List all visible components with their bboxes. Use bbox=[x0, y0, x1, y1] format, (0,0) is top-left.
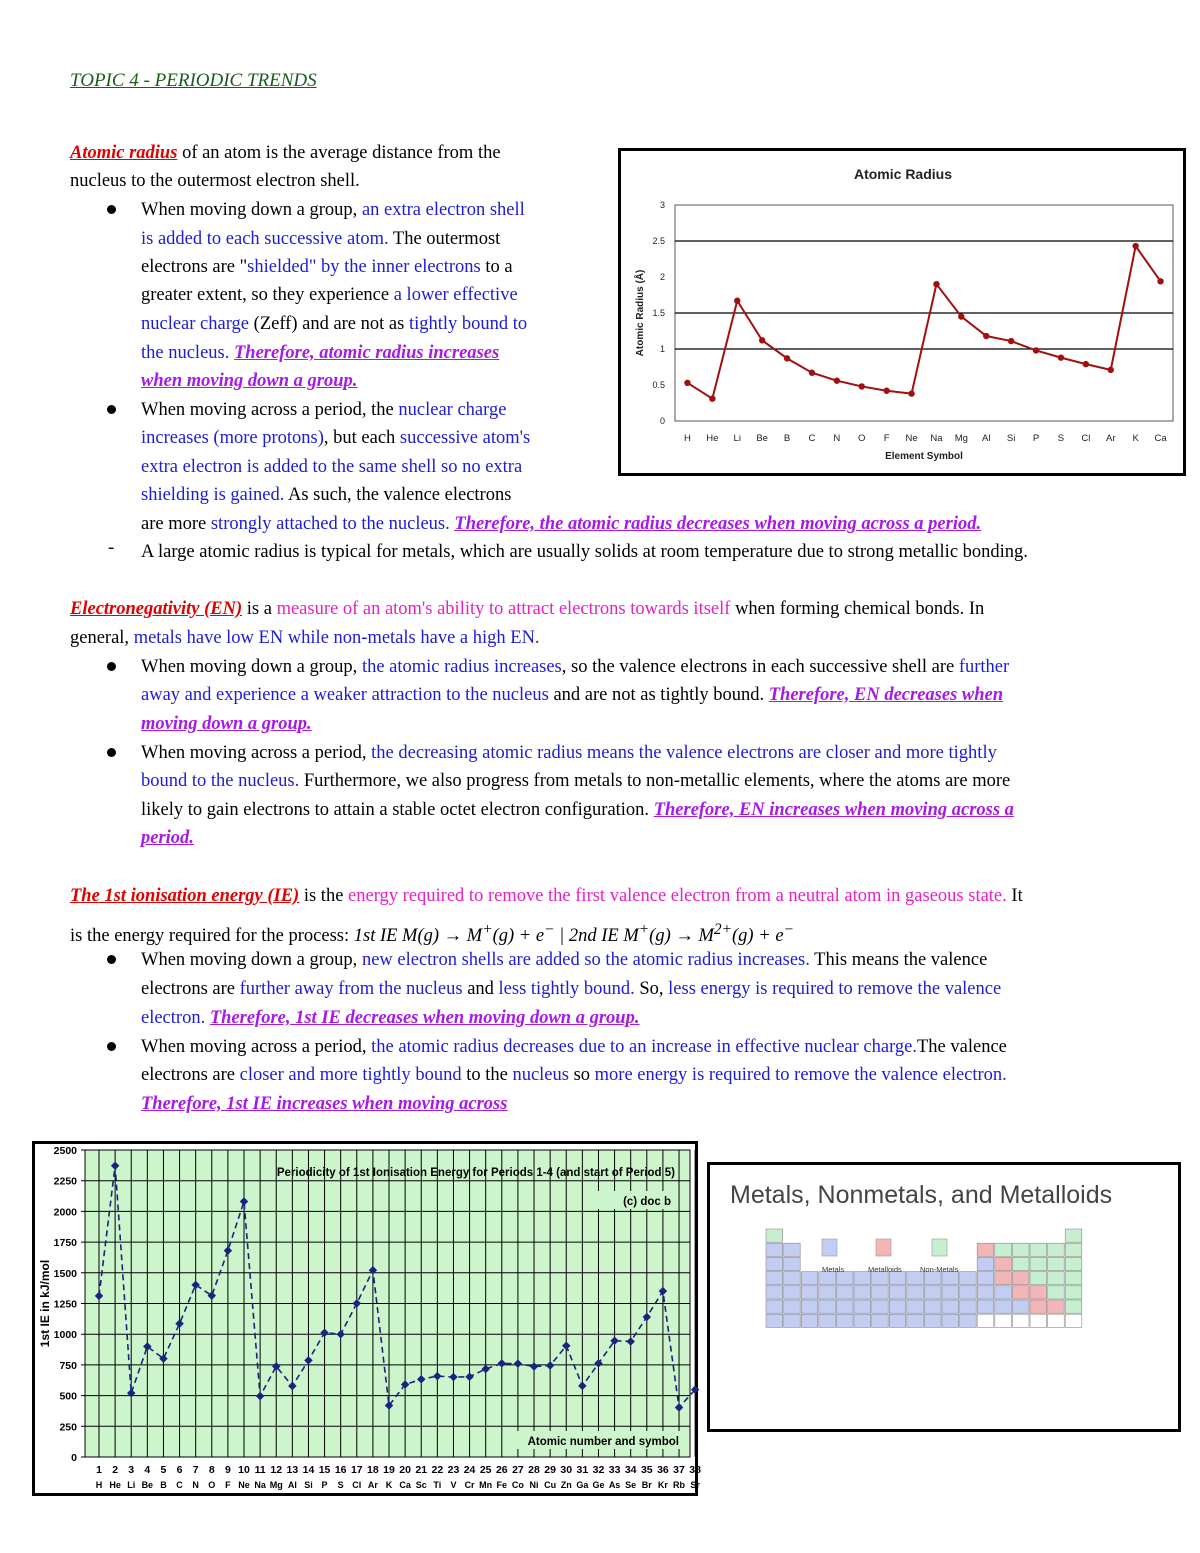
x-symbol-label: N bbox=[192, 1480, 199, 1490]
element-cell bbox=[801, 1300, 818, 1313]
x-tick-label: N bbox=[833, 433, 841, 444]
x-tick-label: K bbox=[1132, 433, 1139, 444]
x-tick-label: F bbox=[883, 433, 890, 444]
data-point bbox=[759, 337, 765, 343]
element-cell bbox=[784, 1272, 801, 1285]
chart-title: Periodicity of 1st Ionisation Energy for Periods 1-4 (and start of Period 5) bbox=[276, 1167, 675, 1179]
element-cell bbox=[1030, 1286, 1047, 1299]
element-cell bbox=[1012, 1243, 1029, 1256]
data-point bbox=[784, 355, 790, 361]
x-tick-label: 4 bbox=[144, 1464, 151, 1476]
x-symbol-label: Be bbox=[141, 1480, 154, 1490]
conclusion-line: Therefore, 1st IE increases when moving across bbox=[141, 1094, 508, 1114]
x-symbol-label: Br bbox=[641, 1480, 652, 1490]
element-cell bbox=[995, 1300, 1012, 1313]
paragraph-line: When moving across a period, the decreasing atomic radius means the valence electrons are closer and more tightly bbox=[141, 743, 997, 763]
x-tick-label: 29 bbox=[544, 1464, 556, 1476]
x-tick-label: C bbox=[808, 433, 816, 444]
x-tick-label: 11 bbox=[254, 1464, 266, 1476]
x-tick-label: 35 bbox=[640, 1464, 653, 1476]
element-cell bbox=[924, 1300, 941, 1313]
x-symbol-label: Cl bbox=[352, 1480, 362, 1490]
data-point bbox=[1033, 347, 1039, 353]
x-tick-label: 32 bbox=[592, 1464, 605, 1476]
x-tick-label: O bbox=[858, 433, 866, 444]
paragraph-line: greater extent, so they experience a lower effective bbox=[141, 285, 518, 305]
page-title: TOPIC 4 - PERIODIC TRENDS bbox=[70, 70, 317, 91]
x-tick-label: 34 bbox=[624, 1464, 637, 1476]
element-cell bbox=[784, 1314, 801, 1327]
data-point bbox=[684, 380, 690, 386]
element-cell bbox=[960, 1300, 977, 1313]
element-cell bbox=[977, 1300, 994, 1313]
x-tick-label: H bbox=[684, 433, 691, 444]
bullet-marker bbox=[107, 955, 116, 964]
element-cell bbox=[995, 1257, 1012, 1270]
y-tick-label: 750 bbox=[59, 1359, 77, 1372]
chart-note: (c) doc b bbox=[623, 1196, 671, 1208]
element-cell bbox=[907, 1286, 924, 1299]
paragraph-line: away and experience a weaker attraction to the nucleus and are not as tightly bound. Therefore, EN decreases when bbox=[141, 685, 1004, 705]
element-cell bbox=[1065, 1243, 1082, 1256]
element-cell bbox=[960, 1314, 977, 1327]
x-tick-label: Be bbox=[756, 433, 768, 444]
element-cell bbox=[854, 1300, 871, 1313]
term-electronegativity: Electronegativity (EN) bbox=[70, 599, 243, 619]
x-symbol-label: Ti bbox=[433, 1480, 442, 1490]
paragraph-line: general, metals have low EN while non-metals have a high EN. bbox=[70, 628, 540, 648]
x-tick-label: He bbox=[706, 433, 719, 444]
data-point bbox=[1083, 361, 1089, 367]
x-tick-label: 31 bbox=[576, 1464, 589, 1476]
element-cell bbox=[766, 1314, 783, 1327]
element-cell bbox=[977, 1286, 994, 1299]
element-cell bbox=[942, 1300, 959, 1313]
y-tick-label: 1 bbox=[659, 344, 665, 354]
x-symbol-label: B bbox=[160, 1480, 167, 1490]
periodic-table-image bbox=[710, 1165, 1178, 1429]
paragraph-line: the nucleus. Therefore, atomic radius increases bbox=[141, 343, 500, 363]
element-cell bbox=[766, 1300, 783, 1313]
y-tick-label: 1000 bbox=[53, 1329, 77, 1342]
x-symbol-label: Zn bbox=[560, 1480, 572, 1490]
element-cell bbox=[1030, 1272, 1047, 1285]
paragraph-line: nuclear charge (Zeff) and are not as tightly bound to bbox=[141, 314, 528, 334]
x-symbol-label: Si bbox=[304, 1480, 313, 1490]
x-symbol-label: V bbox=[450, 1480, 457, 1490]
element-cell bbox=[889, 1314, 906, 1327]
x-tick-label: 6 bbox=[176, 1464, 183, 1476]
x-tick-label: 36 bbox=[657, 1464, 669, 1476]
element-cell bbox=[1048, 1243, 1065, 1256]
x-tick-label: Al bbox=[982, 433, 991, 444]
y-axis-label: Atomic Radius (Å) bbox=[635, 269, 646, 357]
element-cell bbox=[942, 1314, 959, 1327]
chart-title: Atomic Radius bbox=[853, 166, 953, 182]
x-tick-label: Li bbox=[733, 433, 741, 444]
element-cell bbox=[1048, 1272, 1065, 1285]
y-tick-label: 1750 bbox=[53, 1237, 77, 1250]
x-tick-label: Cl bbox=[1081, 433, 1091, 444]
x-tick-label: 15 bbox=[318, 1464, 331, 1476]
ionisation-energy-chart-frame bbox=[32, 1141, 701, 1496]
element-cell bbox=[766, 1272, 783, 1285]
x-symbol-label: Cu bbox=[544, 1480, 557, 1490]
data-point bbox=[1008, 338, 1014, 344]
element-cell bbox=[1030, 1243, 1047, 1256]
element-cell bbox=[1030, 1257, 1047, 1270]
element-cell bbox=[784, 1243, 801, 1256]
y-axis-label: 1st IE in kJ/mol bbox=[38, 1259, 52, 1348]
element-cell bbox=[1030, 1300, 1047, 1313]
equation-first-ie: 1st IE M(g) → M+(g) + e− | 2nd IE $M^+(g) \to M^{2+}(g) + e^-$ bbox=[353, 921, 794, 947]
bullet-marker bbox=[107, 662, 116, 671]
x-symbol-label: Al bbox=[287, 1480, 297, 1490]
bullet-marker bbox=[107, 405, 116, 414]
x-tick-label: 23 bbox=[447, 1464, 460, 1476]
element-cell bbox=[907, 1300, 924, 1313]
x-symbol-label: Kr bbox=[657, 1480, 668, 1490]
data-point bbox=[709, 395, 715, 401]
x-symbol-label: Ga bbox=[576, 1480, 589, 1490]
x-tick-label: 8 bbox=[208, 1464, 215, 1476]
x-tick-label: 27 bbox=[512, 1464, 524, 1476]
element-cell bbox=[1012, 1257, 1029, 1270]
x-tick-label: B bbox=[783, 433, 791, 444]
bullet-marker bbox=[107, 205, 116, 214]
element-cell bbox=[819, 1314, 836, 1327]
conclusion-line: period. bbox=[141, 828, 194, 848]
element-cell bbox=[1012, 1272, 1029, 1285]
x-tick-label: 9 bbox=[224, 1464, 231, 1476]
x-tick-label: 30 bbox=[560, 1464, 573, 1476]
x-symbol-label: H bbox=[95, 1480, 103, 1490]
x-symbol-label: As bbox=[608, 1480, 621, 1490]
x-symbol-label: Sc bbox=[415, 1480, 427, 1490]
element-cell bbox=[942, 1286, 959, 1299]
element-cell bbox=[836, 1286, 853, 1299]
element-cell bbox=[836, 1300, 853, 1313]
element-cell bbox=[766, 1243, 783, 1256]
data-point bbox=[883, 388, 889, 394]
element-cell bbox=[872, 1300, 889, 1313]
x-tick-label: 7 bbox=[192, 1464, 199, 1476]
paragraph-line: likely to gain electrons to attain a stable octet electron configuration. Therefore, EN increases when moving across a bbox=[141, 800, 1014, 820]
dash-marker: - bbox=[108, 538, 115, 558]
x-tick-label: 13 bbox=[286, 1464, 299, 1476]
element-cell bbox=[784, 1257, 801, 1270]
paragraph-line: extra electron is added to the same shell so no extra bbox=[141, 457, 523, 477]
x-symbol-label: Rb bbox=[673, 1480, 686, 1490]
element-cell bbox=[819, 1300, 836, 1313]
x-tick-label: 3 bbox=[128, 1464, 135, 1476]
x-tick-label: 24 bbox=[463, 1464, 476, 1476]
element-cell bbox=[801, 1314, 818, 1327]
bullet-marker bbox=[107, 748, 116, 757]
x-tick-label: 2 bbox=[112, 1464, 119, 1476]
x-symbol-label: K bbox=[385, 1480, 393, 1490]
ionisation-equation-line: is the energy required for the process: 1st IE M(g) → M+(g) + e− | 2nd IE $M^+(g) \to M^{2+}(g) + e^-$ bbox=[70, 921, 794, 947]
x-tick-label: 33 bbox=[608, 1464, 621, 1476]
data-point bbox=[809, 370, 815, 376]
element-cell bbox=[819, 1286, 836, 1299]
x-tick-label: Ne bbox=[905, 433, 918, 444]
data-point bbox=[1108, 367, 1114, 373]
x-symbol-label: S bbox=[337, 1480, 344, 1490]
data-point bbox=[834, 377, 840, 383]
element-cell bbox=[1065, 1300, 1082, 1313]
element-cell bbox=[1012, 1300, 1029, 1313]
data-point bbox=[1058, 354, 1064, 360]
series-line bbox=[687, 246, 1160, 399]
y-tick-label: 2000 bbox=[53, 1206, 77, 1219]
element-cell bbox=[995, 1243, 1012, 1256]
element-cell bbox=[889, 1300, 906, 1313]
element-cell bbox=[977, 1272, 994, 1285]
x-tick-label: 17 bbox=[350, 1464, 363, 1476]
element-cell bbox=[784, 1286, 801, 1299]
data-point bbox=[734, 298, 740, 304]
ionisation-energy-chart bbox=[35, 1144, 701, 1493]
paragraph-line: electrons are closer and more tightly bound to the nucleus so more energy is required to remove the valence electron. bbox=[141, 1065, 1007, 1085]
element-cell bbox=[977, 1314, 994, 1327]
y-tick-label: 2 bbox=[659, 272, 665, 282]
paragraph-line: When moving down a group, the atomic radius increases, so the valence electrons in each successive shell are further bbox=[141, 657, 1010, 677]
atomic-radius-chart-frame bbox=[618, 148, 1186, 476]
data-point bbox=[908, 390, 914, 396]
x-tick-label: Ca bbox=[1154, 433, 1167, 444]
element-cell bbox=[854, 1314, 871, 1327]
data-point bbox=[933, 281, 939, 287]
element-cell bbox=[872, 1314, 889, 1327]
legend-label-metals: Metals bbox=[822, 1265, 845, 1274]
element-cell bbox=[889, 1286, 906, 1299]
x-tick-label: 28 bbox=[528, 1464, 540, 1476]
paragraph-line: When moving across a period, the nuclear charge bbox=[141, 400, 507, 420]
element-cell bbox=[766, 1257, 783, 1270]
element-cell bbox=[854, 1286, 871, 1299]
y-tick-label: 1.5 bbox=[652, 308, 665, 318]
data-point bbox=[1157, 278, 1163, 284]
y-tick-label: 1500 bbox=[53, 1267, 77, 1280]
bullet-marker bbox=[107, 1042, 116, 1051]
x-tick-label: 25 bbox=[479, 1464, 492, 1476]
y-tick-label: 3 bbox=[659, 200, 665, 210]
x-symbol-label: P bbox=[321, 1480, 328, 1490]
element-cell bbox=[995, 1286, 1012, 1299]
metals-nonmetals-image-frame bbox=[707, 1162, 1181, 1432]
element-cell bbox=[995, 1314, 1012, 1327]
element-cell bbox=[907, 1314, 924, 1327]
x-symbol-label: Cr bbox=[464, 1480, 475, 1490]
data-point bbox=[983, 333, 989, 339]
paragraph-line: When moving across a period, the atomic radius decreases due to an increase in effective nuclear charge.The valence bbox=[141, 1037, 1007, 1057]
element-cell bbox=[766, 1286, 783, 1299]
x-tick-label: 12 bbox=[270, 1464, 283, 1476]
element-cell bbox=[1048, 1257, 1065, 1270]
x-symbol-label: Mn bbox=[479, 1480, 493, 1490]
x-symbol-label: Se bbox=[625, 1480, 637, 1490]
x-symbol-label: Mg bbox=[269, 1480, 283, 1490]
element-cell bbox=[1012, 1286, 1029, 1299]
x-tick-label: Mg bbox=[954, 433, 968, 444]
paragraph-line: electrons are further away from the nucleus and less tightly bound. So, less energy is required to remove the valence bbox=[141, 979, 1002, 999]
x-tick-label: 21 bbox=[415, 1464, 428, 1476]
x-tick-label: 37 bbox=[673, 1464, 685, 1476]
x-tick-label: 1 bbox=[96, 1464, 102, 1476]
data-point bbox=[958, 313, 964, 319]
paragraph-line: When moving down a group, new electron shells are added so the atomic radius increases. This means the valence bbox=[141, 950, 988, 970]
element-cell bbox=[1048, 1286, 1065, 1299]
paragraph-line: A large atomic radius is typical for metals, which are usually solids at room temperature due to strong metallic bonding. bbox=[141, 542, 1028, 562]
paragraph-line: are more strongly attached to the nucleus. Therefore, the atomic radius decreases when moving across a period. bbox=[141, 514, 982, 534]
y-tick-label: 2.5 bbox=[652, 236, 665, 246]
element-cell bbox=[1065, 1229, 1082, 1242]
x-symbol-label: Fe bbox=[496, 1480, 508, 1490]
x-tick-label: S bbox=[1057, 433, 1065, 444]
y-tick-label: 2500 bbox=[53, 1145, 77, 1157]
element-cell bbox=[1012, 1314, 1029, 1327]
element-cell bbox=[1048, 1300, 1065, 1313]
legend-label-metalloids: Metalloids bbox=[868, 1265, 902, 1274]
atomic-radius-intro-line1: Atomic radius of an atom is the average distance from the bbox=[70, 143, 501, 163]
element-cell bbox=[924, 1314, 941, 1327]
data-point bbox=[1132, 243, 1138, 249]
element-cell bbox=[784, 1300, 801, 1313]
x-symbol-label: Na bbox=[254, 1480, 266, 1490]
data-point bbox=[859, 383, 865, 389]
x-tick-label: 5 bbox=[160, 1464, 167, 1476]
y-tick-label: 0 bbox=[659, 416, 665, 426]
element-cell bbox=[1048, 1314, 1065, 1327]
y-tick-label: 0 bbox=[71, 1452, 77, 1464]
paragraph-line: When moving down a group, an extra electron shell bbox=[141, 200, 525, 220]
element-cell bbox=[924, 1286, 941, 1299]
x-symbol-label: Ca bbox=[399, 1480, 411, 1490]
element-cell bbox=[766, 1229, 783, 1242]
x-tick-label: 14 bbox=[302, 1464, 315, 1476]
atomic-radius-intro-line2: nucleus to the outermost electron shell. bbox=[70, 171, 360, 191]
element-cell bbox=[801, 1286, 818, 1299]
x-axis-label: Element Symbol bbox=[885, 451, 963, 462]
x-symbol-label: Ge bbox=[592, 1480, 605, 1490]
y-tick-label: 250 bbox=[59, 1421, 77, 1434]
paragraph-line: electrons are "shielded" by the inner electrons to a bbox=[141, 257, 513, 277]
legend-label-nonmetals: Non-Metals bbox=[920, 1265, 959, 1274]
paragraph-line: The 1st ionisation energy (IE) is the energy required to remove the first valence electron from a neutral atom in gaseous state. It bbox=[70, 886, 1023, 906]
element-cell bbox=[801, 1272, 818, 1285]
y-tick-label: 1250 bbox=[53, 1298, 77, 1311]
paragraph-line: electron. Therefore, 1st IE decreases when moving down a group. bbox=[141, 1008, 640, 1028]
paragraph-line: is added to each successive atom. The outermost bbox=[141, 229, 501, 249]
x-symbol-label: Co bbox=[511, 1480, 524, 1490]
element-cell bbox=[1065, 1272, 1082, 1285]
y-tick-label: 2250 bbox=[53, 1175, 77, 1188]
element-cell bbox=[977, 1243, 994, 1256]
legend-swatch-metalloids bbox=[876, 1239, 891, 1256]
x-tick-label: 20 bbox=[399, 1464, 411, 1476]
atomic-radius-chart bbox=[621, 151, 1183, 473]
conclusion-line: moving down a group. bbox=[141, 714, 312, 734]
x-tick-label: 26 bbox=[495, 1464, 508, 1476]
x-tick-label: 38 bbox=[689, 1464, 701, 1476]
y-tick-label: 0.5 bbox=[652, 380, 665, 390]
element-cell bbox=[960, 1272, 977, 1285]
x-tick-label: 22 bbox=[431, 1464, 444, 1476]
x-symbol-label: Sr bbox=[690, 1480, 700, 1490]
x-symbol-label: Ni bbox=[529, 1480, 539, 1490]
x-tick-label: P bbox=[1032, 433, 1040, 444]
element-cell bbox=[1065, 1257, 1082, 1270]
paragraph-line: bound to the nucleus. Furthermore, we also progress from metals to non-metallic elements, where the atoms are more bbox=[141, 771, 1011, 791]
x-tick-label: Ar bbox=[1106, 433, 1116, 444]
x-tick-label: 19 bbox=[383, 1464, 395, 1476]
x-symbol-label: He bbox=[109, 1480, 121, 1490]
element-cell bbox=[995, 1272, 1012, 1285]
x-tick-label: 10 bbox=[238, 1464, 250, 1476]
paragraph-line: shielding is gained. As such, the valence electrons bbox=[141, 485, 512, 505]
x-symbol-label: Ar bbox=[367, 1480, 378, 1490]
paragraph-line: Electronegativity (EN) is a measure of an atom's ability to attract electrons towards itself when forming chemical bonds. In bbox=[70, 599, 985, 619]
x-symbol-label: C bbox=[176, 1480, 183, 1490]
legend-swatch-metals bbox=[822, 1239, 837, 1256]
conclusion-line: when moving down a group. bbox=[141, 371, 358, 391]
y-tick-label: 500 bbox=[59, 1390, 77, 1403]
x-tick-label: Si bbox=[1006, 433, 1016, 444]
term-atomic-radius: Atomic radius bbox=[70, 143, 178, 163]
element-cell bbox=[1065, 1314, 1082, 1327]
chart-annotation: Atomic number and symbol bbox=[527, 1436, 679, 1448]
paragraph-line: increases (more protons), but each successive atom's bbox=[141, 428, 531, 448]
x-symbol-label: Ne bbox=[238, 1480, 250, 1490]
x-tick-label: 16 bbox=[334, 1464, 347, 1476]
element-cell bbox=[836, 1314, 853, 1327]
x-symbol-label: O bbox=[208, 1480, 216, 1490]
element-cell bbox=[1065, 1286, 1082, 1299]
term-ionisation-energy: The 1st ionisation energy (IE) bbox=[70, 886, 300, 906]
element-cell bbox=[977, 1257, 994, 1270]
element-cell bbox=[960, 1286, 977, 1299]
x-tick-label: Na bbox=[930, 433, 943, 444]
x-symbol-label: F bbox=[225, 1480, 231, 1490]
element-cell bbox=[872, 1286, 889, 1299]
x-tick-label: 18 bbox=[367, 1464, 379, 1476]
element-cell bbox=[1030, 1314, 1047, 1327]
legend-swatch-nonmetals bbox=[932, 1239, 947, 1256]
image-title: Metals, Nonmetals, and Metalloids bbox=[730, 1181, 1113, 1209]
x-symbol-label: Li bbox=[127, 1480, 136, 1490]
